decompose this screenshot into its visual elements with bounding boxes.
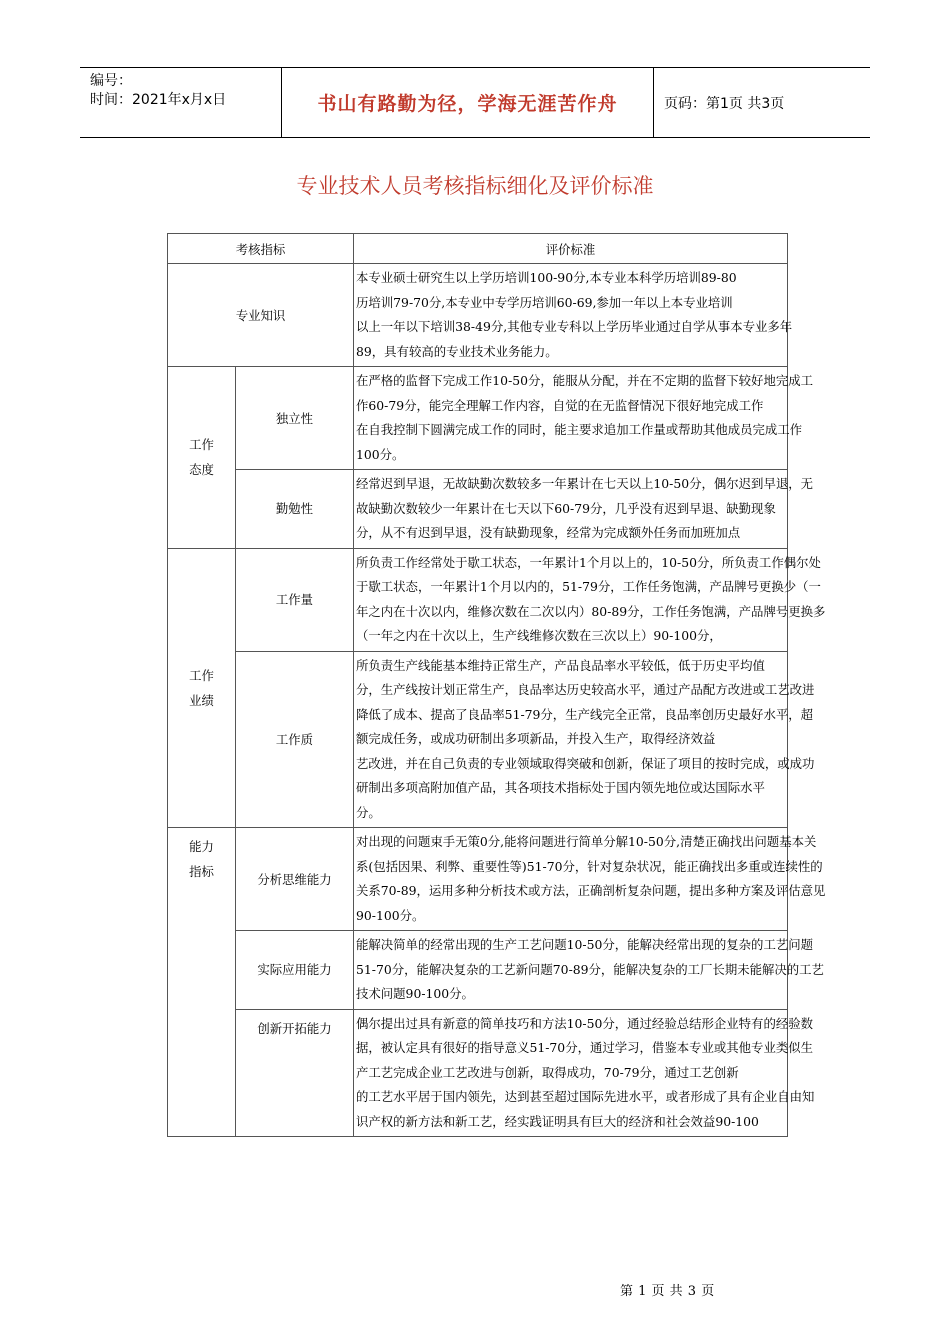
sub-indicator-independence: 独立性 [236, 367, 354, 470]
sub-indicator-workload: 工作量 [236, 548, 354, 651]
footer-page-number: 第 1 页 共 3 页 [620, 1284, 715, 1299]
document-number: 编号： [90, 73, 132, 89]
criteria-cell: 偶尔提出过具有新意的简单技巧和方法10-50分，通过经验总结形企业特有的经验数 据，被认定具有很好的指导意义51-70分，通过学习，借鉴本专业或其他专业类似生 产工艺完成企业工艺改进与创新，取得成功，70-79分，通过工艺创新 的工艺水平居于国内领先，达到甚至超过国际先进水平，或者形成了具有企业自由知 识产权的新方法和新工艺，经实践证明具有巨大的经济和社会效益90-100 [354, 1009, 788, 1137]
indicator-work-attitude: 工作 态度 [168, 367, 236, 549]
table-row [168, 651, 788, 828]
criteria-cell: 在严格的监督下完成工作10-50分，能服从分配，并在不定期的监督下较好地完成工 作60-79分，能完全理解工作内容，自觉的在无监督情况下很好地完成工作 在自我控制下圆满完成工作的同时，能主要求追加工作量或帮助其他成员完成工作 100分。 [354, 367, 788, 470]
header-page-number: 页码：第1页 共3页 [664, 96, 785, 112]
table-row [168, 931, 788, 1010]
column-header-criteria: 评价标准 [354, 234, 788, 264]
table-row [168, 264, 788, 367]
sub-indicator-innovation: 创新开拓能力 [236, 1009, 354, 1137]
sub-indicator-work-quality: 工作质 [236, 651, 354, 828]
header-divider [653, 68, 654, 137]
table-row [168, 1009, 788, 1137]
criteria-cell: 经常迟到早退，无故缺勤次数较多一年累计在七天以上10-50分，偶尔迟到早退，无 故缺勤次数较少一年累计在七天以下60-79分，几乎没有迟到早退、缺勤现象 分，从不有迟到早退，没有缺勤现象，经常为完成额外任务而加班加点 [354, 470, 788, 549]
sub-indicator-practical-application: 实际应用能力 [236, 931, 354, 1010]
page-title: 专业技术人员考核指标细化及评价标准 [296, 174, 654, 198]
criteria-cell: 所负责工作经常处于歇工状态，一年累计1个月以上的，10-50分，所负责工作偶尔处 于歇工状态，一年累计1个月以内的，51-79分，工作任务饱满，产品牌号更换少（一 年之内在十次以内，维修次数在二次以内）80-89分，工作任务饱满，产品牌号更换多 （一年之内在十次以上，生产线维修次数在三次以上）90-100分， [354, 548, 788, 651]
evaluation-table [167, 233, 826, 1137]
criteria-cell: 对出现的问题束手无策0分,能将问题进行简单分解10-50分,清楚正确找出问题基本关 系(包括因果、利弊、重要性等)51-70分，针对复杂状况，能正确找出多重或连续性的 关系70-89，运用多种分析技术或方法，正确剖析复杂问题，提出多种方案及评估意见 90-100分。 [354, 828, 788, 931]
table-row [168, 548, 788, 651]
header-motto: 书山有路勤为径，学海无涯苦作舟 [317, 93, 618, 115]
table-row [168, 828, 788, 931]
indicator-ability: 能力 指标 [168, 828, 236, 1137]
document-date: 时间：2021年x月x日 [90, 92, 227, 108]
table-row [168, 470, 788, 549]
criteria-cell: 本专业硕士研究生以上学历培训100-90分,本专业本科学历培训89-80 历培训79-70分,本专业中专学历培训60-69,参加一年以上本专业培训 以上一年以下培训38-49分,其他专业专科以上学历毕业通过自学从事本专业多年 89，具有较高的专业技术业务能力。 [354, 264, 788, 367]
sub-indicator-analytical-thinking: 分析思维能力 [236, 828, 354, 931]
criteria-cell: 能解决简单的经常出现的生产工艺问题10-50分，能解决经常出现的复杂的工艺问题 51-70分，能解决复杂的工艺新问题70-89分，能解决复杂的工厂长期未能解决的工艺 技术问题90-100分。 [354, 931, 788, 1010]
document-header [80, 67, 870, 138]
criteria-cell: 所负责生产线能基本维持正常生产，产品良品率水平较低，低于历史平均值 分，生产线按计划正常生产，良品率达历史较高水平，通过产品配方改进或工艺改进 降低了成本、提高了良品率51-79分，生产线完全正常，良品率创历史最好水平，超 额完成任务，或成功研制出多项新品，并投入生产，取得经济效益 艺改进，并在自己负责的专业领域取得突破和创新，保证了项目的按时完成，或成功 研制出多项高附加值产品，其各项技术指标处于国内领先地位或达国际水平 分。 [354, 651, 788, 828]
table-header-row [168, 234, 788, 264]
table-row [168, 367, 788, 470]
indicator-professional-knowledge: 专业知识 [168, 264, 354, 367]
column-header-indicator: 考核指标 [168, 234, 354, 264]
indicator-work-performance: 工作 业绩 [168, 548, 236, 828]
sub-indicator-diligence: 勤勉性 [236, 470, 354, 549]
header-meta [90, 72, 226, 110]
